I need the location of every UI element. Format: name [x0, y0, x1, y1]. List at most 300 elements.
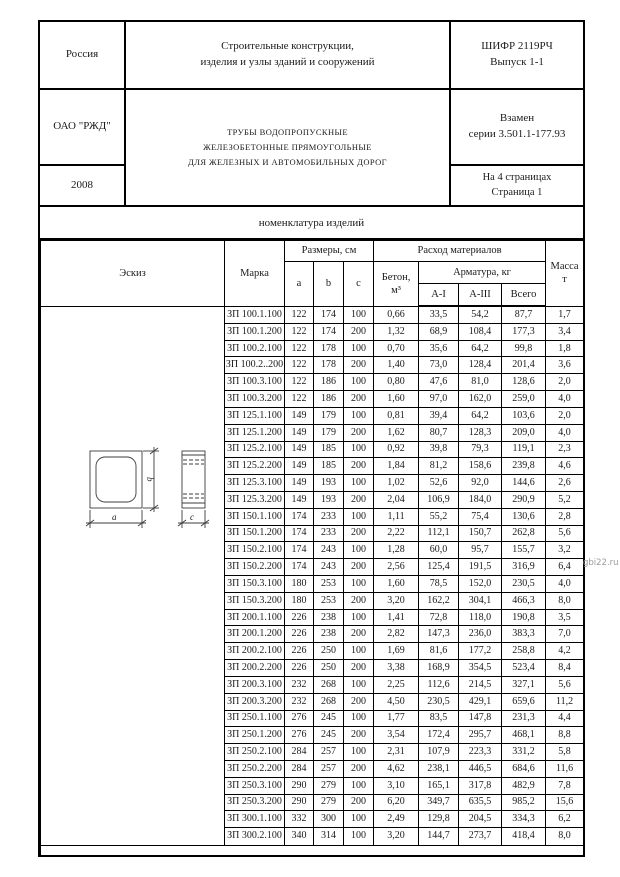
- cell-mass: 7,0: [546, 626, 584, 643]
- cell-rebar-total: 258,8: [502, 643, 546, 660]
- cell-rebar-total: 201,4: [502, 357, 546, 374]
- cell-rebar-aiii: 108,4: [459, 323, 502, 340]
- cell-a: 232: [285, 676, 314, 693]
- cell-rebar-total: 290,9: [502, 491, 546, 508]
- cell-rebar-ai: 168,9: [419, 660, 459, 677]
- cell-marka: ЗП 125.3.100: [225, 475, 285, 492]
- cell-marka: ЗП 100.1.200: [225, 323, 285, 340]
- cell-mass: 11,2: [546, 693, 584, 710]
- pages-line2: Страница 1: [491, 186, 543, 198]
- eskiz-sketch-cell: [41, 306, 225, 845]
- title-line3: ДЛЯ ЖЕЛЕЗНЫХ И АВТОМОБИЛЬНЫХ ДОРОГ: [188, 157, 387, 168]
- cell-a: 149: [285, 441, 314, 458]
- cell-rebar-ai: 35,6: [419, 340, 459, 357]
- cell-rebar-aiii: 304,1: [459, 592, 502, 609]
- cell-c: 200: [344, 525, 374, 542]
- cell-rebar-ai: 33,5: [419, 306, 459, 323]
- cell-rebar-total: 177,3: [502, 323, 546, 340]
- cell-mass: 4,6: [546, 458, 584, 475]
- cell-mass: 3,5: [546, 609, 584, 626]
- cell-rebar-total: 383,3: [502, 626, 546, 643]
- cell-c: 200: [344, 559, 374, 576]
- cell-mass: 7,8: [546, 777, 584, 794]
- cell-c: 200: [344, 391, 374, 408]
- col-header-mass: [546, 241, 584, 307]
- cell-c: 200: [344, 424, 374, 441]
- cell-rebar-ai: 172,4: [419, 727, 459, 744]
- col-header-rebar: Арматура, кг: [419, 262, 546, 284]
- cell-b: 238: [314, 609, 344, 626]
- cell-concrete: 1,77: [374, 710, 419, 727]
- cell-rebar-ai: 60,0: [419, 542, 459, 559]
- concrete-line2: м³: [391, 284, 401, 296]
- cell-rebar-total: 103,6: [502, 407, 546, 424]
- code-line1: ШИФР 2119РЧ: [481, 40, 553, 53]
- cell-mass: 4,4: [546, 710, 584, 727]
- pages-cell: [451, 166, 583, 205]
- cell-mass: 6,2: [546, 811, 584, 828]
- cell-concrete: 2,04: [374, 491, 419, 508]
- cell-marka: ЗП 125.1.100: [225, 407, 285, 424]
- cell-concrete: 4,62: [374, 760, 419, 777]
- cell-rebar-total: 985,2: [502, 794, 546, 811]
- cell-a: 122: [285, 306, 314, 323]
- cell-concrete: 1,60: [374, 391, 419, 408]
- cell-rebar-total: 316,9: [502, 559, 546, 576]
- cell-rebar-aiii: 429,1: [459, 693, 502, 710]
- document-title-cell: [126, 90, 451, 205]
- cell-concrete: 1,32: [374, 323, 419, 340]
- cell-rebar-total: 684,6: [502, 760, 546, 777]
- cell-marka: ЗП 250.1.100: [225, 710, 285, 727]
- cell-mass: 11,6: [546, 760, 584, 777]
- cell-marka: ЗП 200.3.200: [225, 693, 285, 710]
- cell-rebar-aiii: 92,0: [459, 475, 502, 492]
- cell-concrete: 0,92: [374, 441, 419, 458]
- cell-b: 279: [314, 777, 344, 794]
- cell-rebar-total: 659,6: [502, 693, 546, 710]
- cell-rebar-aiii: 273,7: [459, 828, 502, 845]
- dimension-b-label: b: [144, 476, 155, 481]
- cell-rebar-aiii: 64,2: [459, 340, 502, 357]
- cell-rebar-total: 259,0: [502, 391, 546, 408]
- cell-marka: ЗП 100.2..200: [225, 357, 285, 374]
- cell-b: 314: [314, 828, 344, 845]
- cell-b: 233: [314, 525, 344, 542]
- cell-c: 100: [344, 710, 374, 727]
- cell-concrete: 1,40: [374, 357, 419, 374]
- cell-rebar-total: 128,6: [502, 374, 546, 391]
- cell-rebar-ai: 106,9: [419, 491, 459, 508]
- cell-b: 257: [314, 744, 344, 761]
- cell-a: 226: [285, 643, 314, 660]
- cell-rebar-aiii: 152,0: [459, 576, 502, 593]
- cell-rebar-total: 87,7: [502, 306, 546, 323]
- bottom-strip-row: [41, 845, 584, 855]
- cell-a: 122: [285, 357, 314, 374]
- cell-rebar-total: 231,3: [502, 710, 546, 727]
- document-frame: [38, 20, 585, 857]
- cell-c: 100: [344, 374, 374, 391]
- cell-concrete: 1,84: [374, 458, 419, 475]
- cell-concrete: 1,28: [374, 542, 419, 559]
- col-header-concrete: [374, 262, 419, 307]
- cell-marka: ЗП 300.1.100: [225, 811, 285, 828]
- cell-marka: ЗП 150.3.100: [225, 576, 285, 593]
- cell-b: 193: [314, 475, 344, 492]
- cell-rebar-aiii: 354,5: [459, 660, 502, 677]
- cell-rebar-total: 482,9: [502, 777, 546, 794]
- cell-a: 284: [285, 744, 314, 761]
- cell-marka: ЗП 250.2.200: [225, 760, 285, 777]
- replaces-line1: Взамен: [499, 112, 535, 125]
- cell-rebar-aiii: 317,8: [459, 777, 502, 794]
- cell-rebar-ai: 147,3: [419, 626, 459, 643]
- cell-rebar-aiii: 223,3: [459, 744, 502, 761]
- cell-marka: ЗП 150.1.100: [225, 508, 285, 525]
- cell-c: 100: [344, 407, 374, 424]
- cell-rebar-aiii: 75,4: [459, 508, 502, 525]
- country-cell: [40, 22, 126, 90]
- cell-c: 200: [344, 491, 374, 508]
- cell-a: 180: [285, 576, 314, 593]
- cell-mass: 5,2: [546, 491, 584, 508]
- cell-a: 122: [285, 374, 314, 391]
- cell-a: 276: [285, 727, 314, 744]
- cell-b: 268: [314, 693, 344, 710]
- cell-rebar-aiii: 79,3: [459, 441, 502, 458]
- title-line1: ТРУБЫ ВОДОПРОПУСКНЫЕ: [227, 126, 348, 137]
- cell-concrete: 1,62: [374, 424, 419, 441]
- cell-b: 174: [314, 306, 344, 323]
- cell-a: 149: [285, 458, 314, 475]
- cell-mass: 5,8: [546, 744, 584, 761]
- cell-rebar-aiii: 147,8: [459, 710, 502, 727]
- cell-rebar-aiii: 295,7: [459, 727, 502, 744]
- cell-concrete: 0,81: [374, 407, 419, 424]
- cell-c: 100: [344, 475, 374, 492]
- cell-rebar-aiii: 204,5: [459, 811, 502, 828]
- cell-rebar-ai: 72,8: [419, 609, 459, 626]
- cell-c: 100: [344, 576, 374, 593]
- cell-rebar-total: 468,1: [502, 727, 546, 744]
- cell-b: 193: [314, 491, 344, 508]
- cell-rebar-aiii: 236,0: [459, 626, 502, 643]
- cell-c: 200: [344, 660, 374, 677]
- cell-rebar-aiii: 446,5: [459, 760, 502, 777]
- cell-c: 100: [344, 676, 374, 693]
- cell-b: 174: [314, 323, 344, 340]
- cell-marka: ЗП 100.3.100: [225, 374, 285, 391]
- pipe-side-view: [182, 451, 205, 508]
- cell-c: 100: [344, 643, 374, 660]
- cell-b: 178: [314, 357, 344, 374]
- cell-rebar-ai: 47,6: [419, 374, 459, 391]
- cell-rebar-ai: 52,6: [419, 475, 459, 492]
- cell-rebar-total: 190,8: [502, 609, 546, 626]
- cell-b: 185: [314, 458, 344, 475]
- cell-rebar-total: 418,4: [502, 828, 546, 845]
- cell-concrete: 3,20: [374, 592, 419, 609]
- cell-a: 174: [285, 525, 314, 542]
- cell-b: 245: [314, 710, 344, 727]
- cell-c: 200: [344, 626, 374, 643]
- bottom-strip-cell: [41, 845, 584, 855]
- cell-rebar-ai: 80,7: [419, 424, 459, 441]
- col-header-ai: А-I: [419, 284, 459, 307]
- cell-concrete: 3,10: [374, 777, 419, 794]
- cell-mass: 6,4: [546, 559, 584, 576]
- cell-concrete: 0,80: [374, 374, 419, 391]
- cell-rebar-ai: 55,2: [419, 508, 459, 525]
- cell-rebar-ai: 39,4: [419, 407, 459, 424]
- cell-mass: 3,6: [546, 357, 584, 374]
- cell-a: 226: [285, 626, 314, 643]
- cell-c: 100: [344, 777, 374, 794]
- cell-marka: ЗП 125.1.200: [225, 424, 285, 441]
- cell-rebar-ai: 73,0: [419, 357, 459, 374]
- cell-concrete: 1,11: [374, 508, 419, 525]
- cell-c: 100: [344, 828, 374, 845]
- cell-rebar-ai: 238,1: [419, 760, 459, 777]
- section-title: номенклатура изделий: [40, 207, 583, 240]
- cell-rebar-total: 119,1: [502, 441, 546, 458]
- cell-a: 149: [285, 475, 314, 492]
- cell-concrete: 2,25: [374, 676, 419, 693]
- cell-mass: 8,0: [546, 592, 584, 609]
- cell-c: 100: [344, 811, 374, 828]
- cell-concrete: 6,20: [374, 794, 419, 811]
- cell-mass: 8,8: [546, 727, 584, 744]
- cell-rebar-total: 230,5: [502, 576, 546, 593]
- cell-marka: ЗП 100.2.100: [225, 340, 285, 357]
- cell-rebar-ai: 78,5: [419, 576, 459, 593]
- cell-concrete: 3,20: [374, 828, 419, 845]
- cell-rebar-total: 523,4: [502, 660, 546, 677]
- cell-concrete: 3,38: [374, 660, 419, 677]
- cell-marka: ЗП 150.3.200: [225, 592, 285, 609]
- cell-marka: ЗП 125.3.200: [225, 491, 285, 508]
- cell-concrete: 1,69: [374, 643, 419, 660]
- cell-concrete: 2,56: [374, 559, 419, 576]
- col-header-b: b: [314, 262, 344, 307]
- cell-mass: 4,2: [546, 643, 584, 660]
- cell-a: 149: [285, 491, 314, 508]
- cell-mass: 2,3: [546, 441, 584, 458]
- year-label: 2008: [71, 178, 93, 191]
- code-line2: Выпуск 1-1: [490, 56, 544, 68]
- cell-rebar-total: 130,6: [502, 508, 546, 525]
- col-header-marka: Марка: [225, 241, 285, 307]
- cell-rebar-ai: 129,8: [419, 811, 459, 828]
- products-table: [40, 240, 584, 855]
- cell-a: 226: [285, 609, 314, 626]
- cell-mass: 2,0: [546, 407, 584, 424]
- replaces-line2: серии 3.501.1-177.93: [468, 128, 566, 140]
- cell-c: 200: [344, 727, 374, 744]
- cell-a: 149: [285, 424, 314, 441]
- cell-a: 276: [285, 710, 314, 727]
- org-cell: [40, 90, 126, 166]
- cell-rebar-aiii: 150,7: [459, 525, 502, 542]
- dimension-c-label: c: [189, 511, 194, 522]
- cell-rebar-aiii: 128,4: [459, 357, 502, 374]
- cell-marka: ЗП 100.1.100: [225, 306, 285, 323]
- cell-a: 174: [285, 559, 314, 576]
- cell-b: 245: [314, 727, 344, 744]
- cell-rebar-aiii: 635,5: [459, 794, 502, 811]
- cell-c: 100: [344, 508, 374, 525]
- cell-concrete: 2,22: [374, 525, 419, 542]
- cell-c: 100: [344, 340, 374, 357]
- cell-rebar-aiii: 64,2: [459, 407, 502, 424]
- cell-b: 238: [314, 626, 344, 643]
- cell-a: 284: [285, 760, 314, 777]
- category-line2: изделия и узлы зданий и сооружений: [200, 56, 375, 68]
- cell-rebar-total: 334,3: [502, 811, 546, 828]
- cell-mass: 3,4: [546, 323, 584, 340]
- cell-concrete: 2,82: [374, 626, 419, 643]
- cell-mass: 1,7: [546, 306, 584, 323]
- cell-concrete: 0,66: [374, 306, 419, 323]
- cell-c: 100: [344, 441, 374, 458]
- cell-rebar-ai: 112,6: [419, 676, 459, 693]
- cell-marka: ЗП 150.2.200: [225, 559, 285, 576]
- cell-concrete: 2,49: [374, 811, 419, 828]
- cell-c: 200: [344, 794, 374, 811]
- cell-rebar-total: 331,2: [502, 744, 546, 761]
- cell-marka: ЗП 150.2.100: [225, 542, 285, 559]
- cell-a: 290: [285, 777, 314, 794]
- col-header-eskiz: Эскиз: [41, 241, 225, 307]
- cell-b: 233: [314, 508, 344, 525]
- cell-rebar-aiii: 158,6: [459, 458, 502, 475]
- dimension-a-label: a: [111, 511, 116, 522]
- cell-rebar-total: 466,3: [502, 592, 546, 609]
- cell-b: 186: [314, 391, 344, 408]
- cell-marka: ЗП 250.2.100: [225, 744, 285, 761]
- country-label: Россия: [65, 48, 99, 61]
- cell-rebar-ai: 230,5: [419, 693, 459, 710]
- cell-marka: ЗП 150.1.200: [225, 525, 285, 542]
- pages-line1: На 4 страницах: [482, 171, 552, 183]
- watermark-text: gbi22.ru: [583, 558, 619, 568]
- category-cell: [126, 22, 451, 90]
- cell-mass: 4,0: [546, 391, 584, 408]
- cell-mass: 5,6: [546, 676, 584, 693]
- cell-a: 232: [285, 693, 314, 710]
- pipe-sketch: [42, 307, 224, 842]
- cell-marka: ЗП 125.2.200: [225, 458, 285, 475]
- header-row-1: [41, 241, 584, 262]
- cell-a: 122: [285, 323, 314, 340]
- cell-a: 340: [285, 828, 314, 845]
- cell-marka: ЗП 200.1.100: [225, 609, 285, 626]
- cell-concrete: 1,02: [374, 475, 419, 492]
- cell-rebar-aiii: 95,7: [459, 542, 502, 559]
- cell-rebar-ai: 125,4: [419, 559, 459, 576]
- cell-mass: 3,2: [546, 542, 584, 559]
- cell-a: 174: [285, 508, 314, 525]
- concrete-line1: Бетон,: [381, 271, 411, 283]
- cell-mass: 2,8: [546, 508, 584, 525]
- cell-rebar-aiii: 128,3: [459, 424, 502, 441]
- cell-b: 250: [314, 643, 344, 660]
- cell-rebar-ai: 39,8: [419, 441, 459, 458]
- pipe-inner-opening: [96, 457, 136, 502]
- cell-rebar-aiii: 177,2: [459, 643, 502, 660]
- cell-rebar-total: 327,1: [502, 676, 546, 693]
- col-header-aiii: А-III: [459, 284, 502, 307]
- code-cell: [451, 22, 583, 90]
- cell-c: 100: [344, 542, 374, 559]
- cell-marka: ЗП 300.2.100: [225, 828, 285, 845]
- cell-mass: 4,0: [546, 424, 584, 441]
- cell-b: 243: [314, 542, 344, 559]
- cell-b: 250: [314, 660, 344, 677]
- cell-rebar-total: 144,6: [502, 475, 546, 492]
- cell-rebar-aiii: 118,0: [459, 609, 502, 626]
- mass-line1: Масса: [550, 261, 579, 273]
- pipe-outer-contour: [90, 451, 142, 508]
- col-header-a: a: [285, 262, 314, 307]
- cell-rebar-total: 262,8: [502, 525, 546, 542]
- cell-c: 100: [344, 744, 374, 761]
- cell-a: 122: [285, 391, 314, 408]
- cell-rebar-ai: 68,9: [419, 323, 459, 340]
- cell-rebar-ai: 112,1: [419, 525, 459, 542]
- cell-rebar-ai: 144,7: [419, 828, 459, 845]
- cell-a: 332: [285, 811, 314, 828]
- cell-marka: ЗП 250.3.200: [225, 794, 285, 811]
- cell-marka: ЗП 200.2.200: [225, 660, 285, 677]
- cell-rebar-ai: 97,0: [419, 391, 459, 408]
- cell-marka: ЗП 200.1.200: [225, 626, 285, 643]
- cell-concrete: 0,70: [374, 340, 419, 357]
- cell-concrete: 3,54: [374, 727, 419, 744]
- table-row: [41, 306, 584, 323]
- cell-b: 179: [314, 407, 344, 424]
- cell-b: 300: [314, 811, 344, 828]
- cell-c: 200: [344, 357, 374, 374]
- cell-b: 279: [314, 794, 344, 811]
- cell-rebar-ai: 81,2: [419, 458, 459, 475]
- col-header-c: c: [344, 262, 374, 307]
- cell-mass: 8,4: [546, 660, 584, 677]
- cell-rebar-ai: 107,9: [419, 744, 459, 761]
- cell-c: 200: [344, 693, 374, 710]
- cell-mass: 2,0: [546, 374, 584, 391]
- cell-mass: 5,6: [546, 525, 584, 542]
- cell-rebar-aiii: 191,5: [459, 559, 502, 576]
- cell-concrete: 4,50: [374, 693, 419, 710]
- cell-a: 122: [285, 340, 314, 357]
- cell-rebar-total: 239,8: [502, 458, 546, 475]
- cell-mass: 8,0: [546, 828, 584, 845]
- cell-mass: 2,6: [546, 475, 584, 492]
- cell-rebar-total: 99,8: [502, 340, 546, 357]
- cell-rebar-ai: 83,5: [419, 710, 459, 727]
- cell-mass: 15,6: [546, 794, 584, 811]
- col-header-materials: Расход материалов: [374, 241, 546, 262]
- mass-line2: т: [562, 274, 567, 286]
- cell-rebar-ai: 81,6: [419, 643, 459, 660]
- cell-a: 226: [285, 660, 314, 677]
- cell-a: 174: [285, 542, 314, 559]
- cell-b: 179: [314, 424, 344, 441]
- category-line1: Строительные конструкции,: [221, 40, 354, 53]
- cell-rebar-aiii: 54,2: [459, 306, 502, 323]
